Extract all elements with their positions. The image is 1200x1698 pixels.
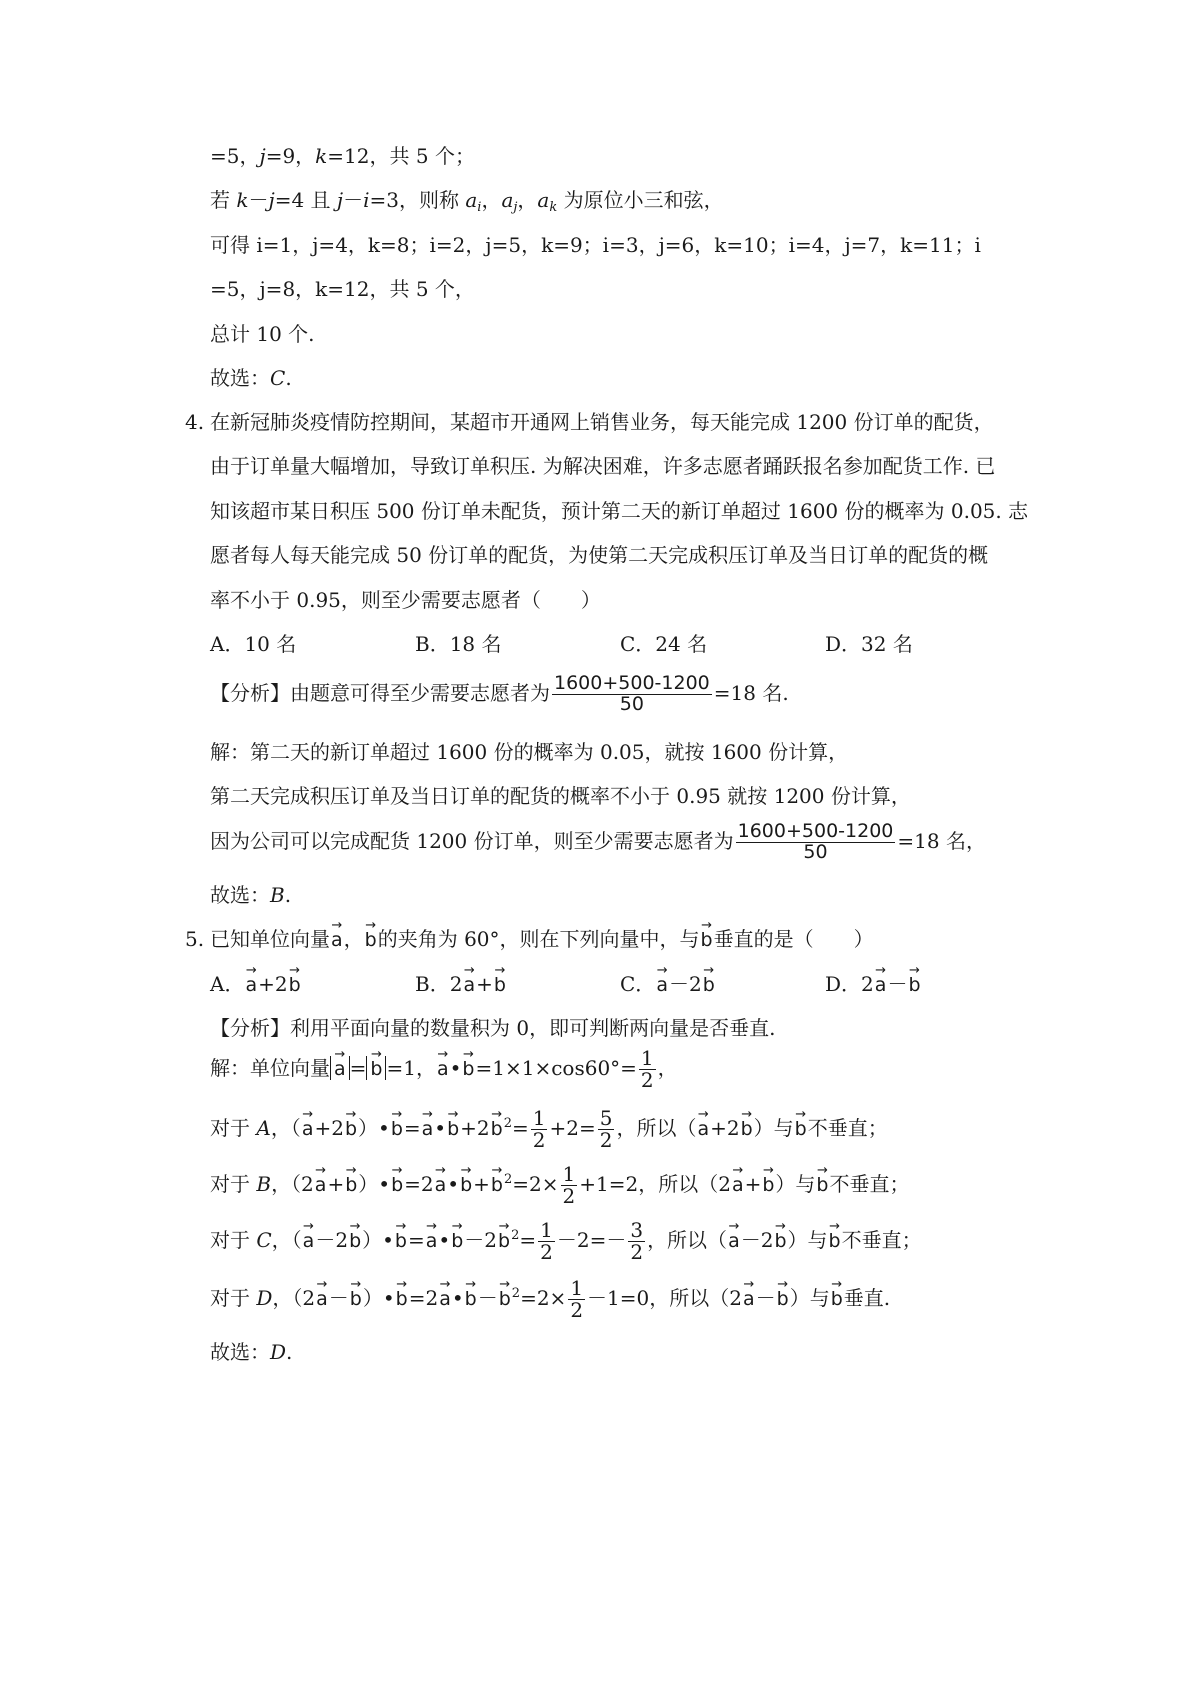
analysis-line: 【分析】利用平面向量的数量积为 0，即可判断两向量是否垂直. — [210, 1016, 776, 1040]
vector-a: → a — [462, 971, 476, 999]
denominator: 2 — [540, 1240, 553, 1264]
text: 的夹角为 60°，则在下列向量中，与 — [377, 927, 700, 951]
text: 垂直的是（ ） — [713, 927, 874, 951]
text: 对于 — [210, 1286, 257, 1310]
text: 为原位小三和弦， — [557, 188, 724, 212]
text: • — [449, 1056, 462, 1080]
text: • — [451, 1286, 464, 1310]
numerator: 1 — [562, 1162, 576, 1186]
numerator: 1 — [540, 1218, 553, 1242]
text: － — [248, 188, 269, 212]
text: =2 — [404, 1172, 434, 1196]
vector-b: → b — [815, 1163, 829, 1207]
vector-a: → a — [421, 1107, 435, 1151]
numerator: 1600+500-1200 — [554, 672, 710, 695]
vector-a: → a — [438, 1277, 452, 1321]
text: 已知单位向量 — [210, 927, 330, 951]
text: 【分析】由题意可得至少需要志愿者为 — [210, 681, 550, 705]
question-text: 知该超市某日积压 500 份订单未配货，预计第二天的新订单超过 1600 份的概率为 0.05. 志 — [210, 499, 1029, 523]
solution-line: 第二天完成积压订单及当日订单的配货的概率不小于 0.95 就按 1200 份计算， — [210, 784, 911, 808]
text: －1=0，所以（2 — [587, 1286, 742, 1310]
var: a — [465, 188, 478, 212]
text: ）• — [362, 1286, 395, 1310]
text: － — [477, 1286, 498, 1310]
text: －2 — [668, 972, 702, 996]
vector-b: → b — [348, 1219, 362, 1263]
text: 对于 — [210, 1228, 257, 1252]
answer-line — [210, 881, 291, 909]
text: 故选： — [210, 883, 270, 907]
vector-b: → b — [907, 971, 921, 999]
superscript: 2 — [511, 1286, 521, 1301]
text: =5， — [210, 144, 260, 168]
vector-a: → a — [436, 1047, 450, 1091]
text: • — [447, 1172, 460, 1196]
var: k — [236, 188, 249, 212]
denominator: 2 — [630, 1240, 644, 1264]
denominator: 2 — [570, 1298, 584, 1322]
option-c — [620, 970, 825, 999]
text: • — [434, 1116, 447, 1140]
vector-b: → b — [349, 1277, 363, 1321]
text: － — [328, 1286, 349, 1310]
text: ）与 — [775, 1172, 816, 1196]
vector-b: → b — [773, 1219, 787, 1263]
denominator: 2 — [599, 1128, 613, 1152]
fraction — [598, 1108, 615, 1151]
text: = — [519, 1228, 537, 1252]
vector-b: → b — [344, 1107, 358, 1151]
text: ，所以（ — [647, 1228, 728, 1252]
vector-b: → b — [394, 1219, 408, 1263]
text: =9， — [265, 144, 316, 168]
numerator: 3 — [630, 1218, 644, 1242]
solution-line — [210, 1214, 922, 1263]
vector-b: → b — [459, 1163, 473, 1207]
answer-letter: D — [270, 1340, 287, 1364]
subscript: i — [477, 200, 482, 215]
text: D． — [825, 972, 862, 996]
text: = — [407, 1228, 425, 1252]
vector-a: → a — [301, 1107, 315, 1151]
text: +2= — [549, 1116, 596, 1140]
fraction-half — [639, 1048, 656, 1091]
answer-letter: B — [270, 883, 285, 907]
numerator: 5 — [599, 1106, 613, 1130]
text: 对于 — [210, 1116, 257, 1140]
fraction — [568, 1278, 585, 1321]
text: －2 — [464, 1228, 497, 1252]
text: －2=－ — [556, 1228, 627, 1252]
text: ， — [481, 188, 502, 212]
fraction — [538, 1220, 555, 1263]
text: . — [286, 1340, 293, 1364]
vector-b: → b — [344, 1163, 358, 1207]
text: + — [327, 1172, 345, 1196]
var: j — [268, 188, 275, 212]
numerator: 1 — [532, 1106, 546, 1130]
vector-b: → b — [702, 971, 716, 999]
superscript: 2 — [503, 1116, 512, 1131]
denominator: 2 — [562, 1184, 576, 1208]
subscript: k — [549, 200, 558, 215]
text-line — [210, 142, 475, 170]
vector-b: → b — [288, 971, 302, 999]
analysis-line — [210, 670, 789, 716]
text: ，（ — [270, 1116, 301, 1140]
vector-b: → b — [461, 1047, 475, 1091]
abs-a — [330, 1056, 350, 1080]
text: A． — [210, 972, 245, 996]
text: 若 — [210, 188, 237, 212]
vector-b: → b — [390, 1163, 404, 1207]
text: =18 名. — [713, 681, 789, 705]
superscript: 2 — [511, 1228, 520, 1243]
option-a: A．10 名 — [210, 632, 297, 656]
vector-b: → b — [700, 926, 714, 954]
text: ）• — [358, 1172, 391, 1196]
text: +2 — [258, 972, 288, 996]
answer-letter: C — [270, 366, 286, 390]
text: =2× — [512, 1172, 559, 1196]
vector-b: → b — [776, 1277, 790, 1321]
vector-a: → a — [696, 1107, 710, 1151]
vector-b: → b — [761, 1163, 775, 1207]
solution-line — [210, 1272, 890, 1321]
vector-a: → a — [244, 971, 258, 999]
fraction — [552, 674, 712, 715]
vector-b: → b — [490, 1107, 504, 1151]
option-b: B．18 名 — [415, 632, 502, 656]
vector-a: → a — [302, 1219, 316, 1263]
var: C — [256, 1228, 272, 1252]
text: ，所以（ — [616, 1116, 697, 1140]
fraction — [531, 1108, 548, 1151]
text: + — [476, 972, 493, 996]
text: － — [343, 188, 364, 212]
answer-line — [210, 1338, 292, 1366]
text: = — [349, 1056, 367, 1080]
text: = — [511, 1116, 529, 1140]
var: i — [363, 188, 370, 212]
question-text — [210, 925, 874, 954]
option-a — [210, 970, 415, 999]
text: = — [403, 1116, 421, 1140]
text: . — [284, 883, 292, 907]
text: ，（ — [271, 1228, 302, 1252]
option-d: D．32 名 — [825, 632, 913, 656]
vector-b: → b — [830, 1277, 844, 1321]
question-5-number: 5. — [185, 927, 205, 951]
vector-b: → b — [464, 1277, 478, 1321]
denominator: 2 — [640, 1068, 654, 1092]
text: ）• — [362, 1228, 394, 1252]
text: =3，则称 — [369, 188, 466, 212]
solution-line — [210, 1158, 909, 1207]
text: =2 — [408, 1286, 439, 1310]
vector-a: → a — [425, 1219, 439, 1263]
text: 解：单位向量 — [210, 1056, 330, 1080]
vector-a: → a — [315, 1277, 329, 1321]
vector-b: → b — [395, 1277, 409, 1321]
denominator: 50 — [619, 693, 644, 715]
options-row — [210, 970, 1030, 999]
solution-line: 解：第二天的新订单超过 1600 份的概率为 0.05，就按 1600 份计算， — [210, 740, 849, 764]
text: 对于 — [210, 1172, 257, 1196]
text: B． — [415, 972, 450, 996]
vector-a: → a — [742, 1277, 756, 1321]
text: ， — [343, 927, 364, 951]
vector-b: → b — [497, 1219, 511, 1263]
text: 故选： — [210, 366, 270, 390]
text: ）与 — [789, 1286, 830, 1310]
superscript: 2 — [503, 1172, 513, 1187]
text: + — [473, 1172, 490, 1196]
vector-a: → a — [655, 971, 669, 999]
option-d — [825, 970, 1030, 999]
vector-b: → b — [369, 1047, 383, 1091]
fraction — [561, 1164, 578, 1207]
fraction — [736, 822, 896, 863]
text: • — [438, 1228, 451, 1252]
var: A — [256, 1116, 271, 1140]
numerator: 1600+500-1200 — [737, 820, 894, 843]
var: D — [256, 1286, 273, 1310]
text: C． — [620, 972, 656, 996]
text: －2 — [740, 1228, 774, 1252]
text: － — [755, 1286, 776, 1310]
text: =2× — [520, 1286, 567, 1310]
question-text: 在新冠肺炎疫情防控期间，某超市开通网上销售业务，每天能完成 1200 份订单的配货， — [210, 410, 994, 434]
text-line: 可得 i=1，j=4，k=8；i=2，j=5，k=9；i=3，j=6，k=10；i=4，j=7，k=11；i — [210, 233, 981, 257]
var: j — [259, 144, 266, 168]
text: ）• — [358, 1116, 390, 1140]
option-b — [415, 970, 620, 999]
abs-b — [366, 1056, 386, 1080]
text: =1， — [386, 1056, 436, 1080]
var: k — [315, 144, 328, 168]
text: =1×1×cos60°= — [475, 1056, 637, 1080]
solution-line — [210, 1046, 678, 1091]
text: =12，共 5 个； — [327, 144, 475, 168]
text: ， — [517, 188, 538, 212]
vector-a: → a — [727, 1219, 741, 1263]
text: =4 且 — [274, 188, 337, 212]
text: ）与 — [787, 1228, 828, 1252]
text: 不垂直； — [807, 1116, 888, 1140]
vector-a: → a — [333, 1047, 347, 1091]
text: 不垂直； — [841, 1228, 922, 1252]
text-line: =5，j=8，k=12，共 5 个， — [210, 277, 475, 301]
question-text: 率不小于 0.95，则至少需要志愿者（ ） — [210, 588, 601, 612]
text: +2 — [460, 1116, 490, 1140]
vector-b: → b — [498, 1277, 512, 1321]
vector-b: → b — [493, 971, 507, 999]
vector-b: → b — [828, 1219, 842, 1263]
vector-a: → a — [314, 1163, 328, 1207]
text: +2 — [314, 1116, 344, 1140]
denominator: 50 — [803, 841, 828, 863]
question-text: 由于订单量大幅增加，导致订单积压. 为解决困难，许多志愿者踊跃报名参加配货工作. 已 — [210, 454, 996, 478]
text: +2 — [710, 1116, 740, 1140]
vector-b: → b — [364, 926, 378, 954]
text: － — [887, 972, 908, 996]
options-row — [210, 630, 1030, 658]
text: 2 — [449, 972, 463, 996]
question-text: 愿者每人每天能完成 50 份订单的配货，为使第二天完成积压订单及当日订单的配货的概 — [210, 543, 989, 567]
vector-a: → a — [874, 971, 888, 999]
var: B — [256, 1172, 272, 1196]
vector-a: → a — [731, 1163, 745, 1207]
numerator: 1 — [570, 1276, 584, 1300]
text-line: 总计 10 个. — [210, 322, 315, 346]
text: －2 — [315, 1228, 349, 1252]
vector-b: → b — [390, 1107, 404, 1151]
vector-b: → b — [794, 1107, 808, 1151]
solution-line — [210, 818, 986, 864]
var: j — [336, 188, 344, 212]
var: a — [501, 188, 514, 212]
text-line — [210, 186, 724, 222]
text: + — [744, 1172, 762, 1196]
answer-line — [210, 364, 292, 392]
option-c: C．24 名 — [620, 632, 708, 656]
text: 故选： — [210, 1340, 270, 1364]
vector-b: → b — [740, 1107, 754, 1151]
text: . — [285, 366, 292, 390]
vector-b: → b — [490, 1163, 504, 1207]
denominator: 2 — [532, 1128, 546, 1152]
var: a — [537, 188, 550, 212]
text: 垂直. — [843, 1286, 891, 1310]
text: +1=2，所以（2 — [579, 1172, 731, 1196]
question-4-number: 4. — [185, 410, 205, 434]
text: ，（2 — [272, 1286, 316, 1310]
vector-a: → a — [434, 1163, 448, 1207]
numerator: 1 — [640, 1046, 654, 1070]
text: 因为公司可以完成配货 1200 份订单，则至少需要志愿者为 — [210, 829, 734, 853]
fraction — [628, 1220, 645, 1263]
text: 2 — [861, 972, 874, 996]
subscript: j — [513, 200, 518, 215]
text: ， — [657, 1056, 678, 1080]
text: 不垂直； — [829, 1172, 910, 1196]
text: ）与 — [753, 1116, 794, 1140]
vector-a: → a — [330, 926, 344, 954]
vector-b: → b — [446, 1107, 460, 1151]
vector-b: → b — [450, 1219, 464, 1263]
solution-line — [210, 1102, 888, 1151]
text: ，（2 — [271, 1172, 314, 1196]
text: =18 名， — [897, 829, 986, 853]
